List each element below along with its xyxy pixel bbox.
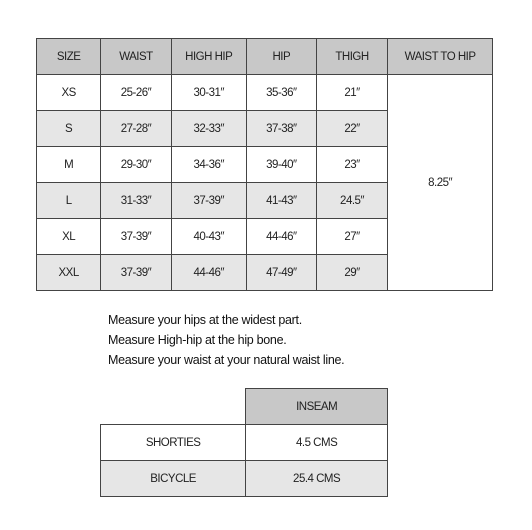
thigh-cell: 24.5″ <box>316 183 387 219</box>
inseam-value-cell: 25.4 CMS <box>246 461 388 497</box>
hip-cell: 37-38″ <box>246 111 316 147</box>
thigh-cell: 22″ <box>316 111 387 147</box>
size-cell: XL <box>37 219 101 255</box>
thigh-cell: 27″ <box>316 219 387 255</box>
waist-cell: 37-39″ <box>101 255 171 291</box>
waist-cell: 37-39″ <box>101 219 171 255</box>
header-waist-to-hip: WAIST TO HIP <box>388 39 493 75</box>
header-high-hip: HIGH HIP <box>171 39 246 75</box>
size-chart-header-row <box>37 39 493 75</box>
header-hip: HIP <box>246 39 316 75</box>
hip-cell: 35-36″ <box>246 75 316 111</box>
style-cell: BICYCLE <box>101 461 246 497</box>
waist-cell: 27-28″ <box>101 111 171 147</box>
thigh-cell: 23″ <box>316 147 387 183</box>
header-size: SIZE <box>37 39 101 75</box>
waist-cell: 29-30″ <box>101 147 171 183</box>
note-waist: Measure your waist at your natural waist line. <box>108 353 345 367</box>
measurement-notes <box>108 310 344 370</box>
size-cell: L <box>37 183 101 219</box>
header-waist: WAIST <box>101 39 171 75</box>
size-cell: S <box>37 111 101 147</box>
high-hip-cell: 37-39″ <box>171 183 246 219</box>
size-cell: XXL <box>37 255 101 291</box>
thigh-cell: 29″ <box>316 255 387 291</box>
size-row-xs <box>37 75 493 111</box>
note-hips: Measure your hips at the widest part. <box>108 313 302 327</box>
inseam-row-bicycle <box>101 461 388 497</box>
inseam-row-shorties <box>101 425 388 461</box>
inseam-header-row <box>101 389 388 425</box>
high-hip-cell: 30-31″ <box>171 75 246 111</box>
hip-cell: 44-46″ <box>246 219 316 255</box>
style-cell: SHORTIES <box>101 425 246 461</box>
inseam-table <box>100 388 388 497</box>
size-cell: XS <box>37 75 101 111</box>
high-hip-cell: 44-46″ <box>171 255 246 291</box>
high-hip-cell: 34-36″ <box>171 147 246 183</box>
note-high-hip: Measure High-hip at the hip bone. <box>108 333 287 347</box>
waist-cell: 31-33″ <box>101 183 171 219</box>
hip-cell: 39-40″ <box>246 147 316 183</box>
blank-corner-cell <box>101 389 246 425</box>
size-cell: M <box>37 147 101 183</box>
inseam-value-cell: 4.5 CMS <box>246 425 388 461</box>
thigh-cell: 21″ <box>316 75 387 111</box>
waist-cell: 25-26″ <box>101 75 171 111</box>
high-hip-cell: 32-33″ <box>171 111 246 147</box>
header-inseam: INSEAM <box>246 389 388 425</box>
high-hip-cell: 40-43″ <box>171 219 246 255</box>
size-chart-table <box>36 38 493 291</box>
hip-cell: 41-43″ <box>246 183 316 219</box>
header-thigh: THIGH <box>316 39 387 75</box>
waist-to-hip-value: 8.25″ <box>388 75 493 291</box>
hip-cell: 47-49″ <box>246 255 316 291</box>
